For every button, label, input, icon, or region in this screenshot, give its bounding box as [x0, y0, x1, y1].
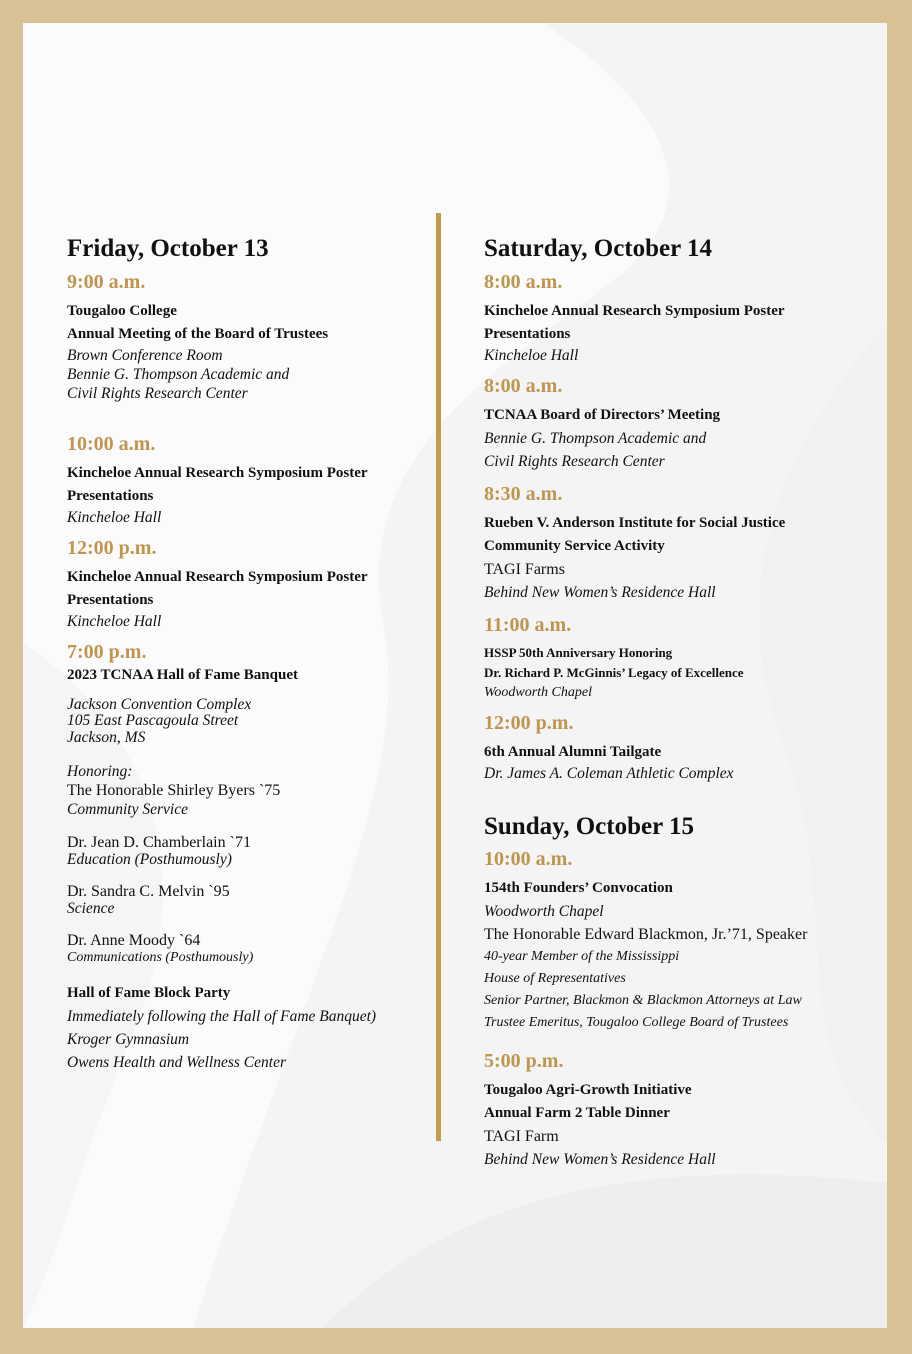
- event-title: Kincheloe Annual Research Symposium Poster: [67, 568, 368, 585]
- column-divider: [436, 213, 441, 1141]
- page-frame: [23, 23, 887, 1328]
- event-location: Brown Conference Room: [67, 346, 223, 364]
- event-title: Presentations: [484, 325, 571, 342]
- event-place: TAGI Farms: [484, 560, 565, 578]
- time-label: 12:00 p.m.: [67, 536, 157, 559]
- block-party-detail: Immediately following the Hall of Fame Banquet): [67, 1008, 377, 1025]
- event-location: Woodworth Chapel: [484, 903, 604, 920]
- honoree-category: Community Service: [67, 801, 188, 818]
- block-party-location: Owens Health and Wellness Center: [67, 1054, 286, 1071]
- time-label: 12:00 p.m.: [484, 711, 574, 734]
- day-heading-friday: Friday, October 13: [67, 235, 269, 262]
- event-title: Kincheloe Annual Research Symposium Poster: [484, 302, 785, 319]
- honoree-name: The Honorable Shirley Byers `75: [67, 782, 281, 799]
- time-label: 5:00 p.m.: [484, 1050, 564, 1072]
- event-location: Kincheloe Hall: [67, 508, 162, 526]
- time-label: 8:00 a.m.: [484, 270, 563, 293]
- event-title: Presentations: [67, 487, 154, 504]
- venue-line: 105 East Pascagoula Street: [67, 712, 239, 729]
- event-title: TCNAA Board of Directors’ Meeting: [484, 406, 721, 423]
- event-title: Dr. Richard P. McGinnis’ Legacy of Excellence: [484, 664, 744, 680]
- venue-line: Jackson Convention Complex: [67, 695, 252, 713]
- event-location: Kincheloe Hall: [484, 346, 579, 364]
- speaker-detail: 40-year Member of the Mississippi: [484, 949, 680, 964]
- event-title: Community Service Activity: [484, 537, 665, 554]
- time-label: 10:00 a.m.: [484, 848, 573, 870]
- block-party-title: Hall of Fame Block Party: [67, 985, 231, 1001]
- speaker-detail: Senior Partner, Blackmon & Blackmon Attorneys at Law: [484, 993, 802, 1008]
- event-location: Bennie G. Thompson Academic and: [484, 429, 707, 447]
- event-location: Civil Rights Research Center: [484, 452, 665, 470]
- event-location: Behind New Women’s Residence Hall: [484, 1151, 716, 1168]
- event-title: 2023 TCNAA Hall of Fame Banquet: [67, 666, 298, 683]
- event-location: Bennie G. Thompson Academic and: [67, 365, 290, 383]
- weekend-column: [484, 235, 864, 1171]
- event-place: TAGI Farm: [484, 1128, 559, 1145]
- honoree-category: Communications (Posthumously): [67, 949, 254, 965]
- friday-column: [67, 235, 417, 1074]
- event-location: Woodworth Chapel: [484, 684, 592, 700]
- day-heading-sunday: Sunday, October 15: [484, 812, 694, 840]
- time-label: 8:30 a.m.: [484, 482, 563, 505]
- speaker-detail: Trustee Emeritus, Tougaloo College Board of Trustees: [484, 1015, 789, 1030]
- speaker-detail: House of Representatives: [484, 971, 626, 986]
- time-label: 11:00 a.m.: [484, 613, 572, 636]
- block-party-location: Kroger Gymnasium: [67, 1031, 190, 1048]
- event-location: Civil Rights Research Center: [67, 384, 248, 402]
- event-location: Kincheloe Hall: [67, 612, 162, 630]
- event-title: HSSP 50th Anniversary Honoring: [484, 644, 673, 660]
- speaker-name: The Honorable Edward Blackmon, Jr.’71, Speaker: [484, 926, 808, 943]
- event-location: Behind New Women’s Residence Hall: [484, 583, 716, 601]
- event-org: Tougaloo College: [67, 302, 177, 319]
- honoree-category: Education (Posthumously): [67, 850, 232, 868]
- event-location: Dr. James A. Coleman Athletic Complex: [484, 764, 734, 782]
- event-title: Kincheloe Annual Research Symposium Poster: [67, 464, 368, 481]
- time-label: 10:00 a.m.: [67, 432, 156, 455]
- time-label: 8:00 a.m.: [484, 374, 563, 397]
- honoree-name: Dr. Sandra C. Melvin `95: [67, 883, 230, 900]
- event-title: Annual Meeting of the Board of Trustees: [67, 325, 329, 342]
- time-label: 9:00 a.m.: [67, 270, 146, 293]
- honoring-label: Honoring:: [67, 763, 133, 780]
- honoree-category: Science: [67, 899, 115, 917]
- event-title: Annual Farm 2 Table Dinner: [484, 1105, 670, 1121]
- day-heading-saturday: Saturday, October 14: [484, 235, 713, 262]
- time-label: 7:00 p.m.: [67, 640, 147, 663]
- event-title: Presentations: [67, 591, 154, 608]
- honoree-name: Dr. Jean D. Chamberlain `71: [67, 834, 251, 851]
- honoree-name: Dr. Anne Moody `64: [67, 932, 201, 949]
- event-title: 6th Annual Alumni Tailgate: [484, 743, 662, 760]
- event-title: Tougaloo Agri-Growth Initiative: [484, 1082, 692, 1098]
- event-title: Rueben V. Anderson Institute for Social Justice: [484, 514, 786, 531]
- venue-line: Jackson, MS: [67, 728, 146, 746]
- event-title: 154th Founders’ Convocation: [484, 880, 673, 896]
